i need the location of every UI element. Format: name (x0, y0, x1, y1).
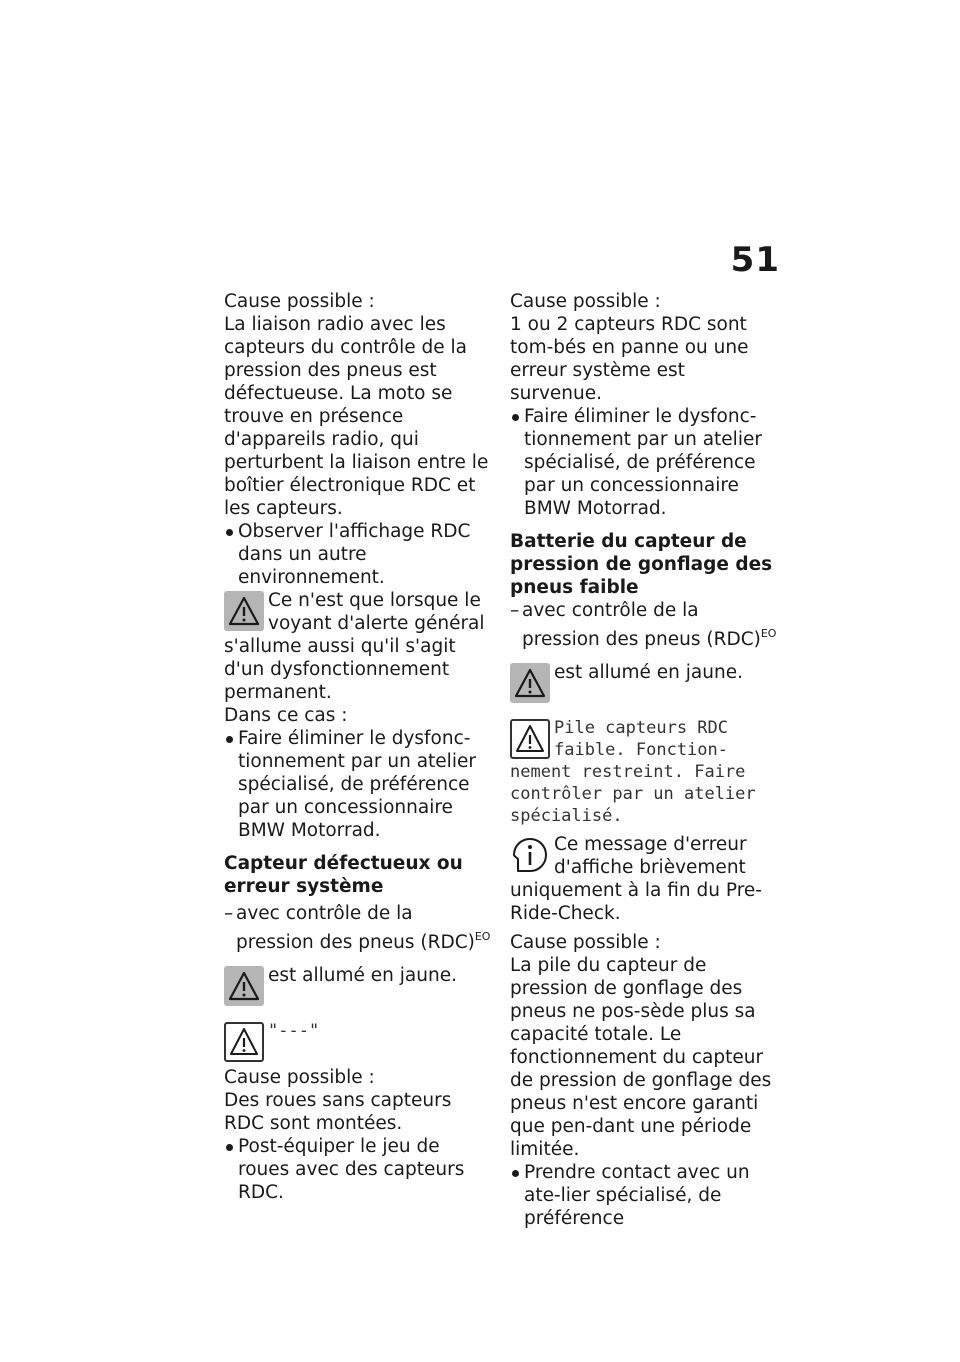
info-note (510, 833, 782, 925)
left-column (224, 290, 496, 1204)
warning-triangle-icon (224, 591, 264, 631)
cause-text: La pile du capteur de pression de gonflage des pneus ne pos-sède plus sa capacité totale. Le fonctionnement du capteur de pression de gonflage des pneus n'est encore garanti que pen-dant une période limitée. (510, 955, 772, 1160)
condition-text: avec contrôle de la pression des pneus (RDC) (236, 903, 475, 953)
bullet-item: Prendre contact avec un ate-lier spécialisé, de préférence (510, 1161, 782, 1230)
condition-item (224, 902, 496, 954)
condition-text: avec contrôle de la pression des pneus (RDC) (522, 600, 761, 650)
cause-text: 1 ou 2 capteurs RDC sont tom-bés en panne ou une erreur système est survenue. (510, 314, 749, 404)
section-heading: Capteur défectueux ou erreur système (224, 853, 463, 897)
right-column (510, 290, 782, 1230)
cause-label: Cause possible : (510, 932, 661, 953)
condition-superscript: EO (474, 930, 491, 943)
in-this-case-label: Dans ce cas : (224, 705, 348, 726)
info-text: Ce message d'erreur d'affiche brièvement uniquement à la fin du Pre-Ride-Check. (510, 834, 762, 924)
cause-label: Cause possible : (224, 1067, 375, 1088)
warning-lamp-icon (224, 966, 264, 1006)
cause-text: La liaison radio avec les capteurs du contrôle de la pression des pneus est défectueuse. La moto se trouve en présence d'appareils radio, qui perturbent la liaison entre le boîtier électronique RDC et les capteurs. (224, 314, 489, 519)
display-warning-icon (224, 1022, 264, 1062)
display-message-row (224, 1020, 496, 1066)
condition-superscript: EO (760, 627, 777, 640)
indicator-lamp-row (510, 661, 782, 707)
page-number: 51 (730, 240, 780, 280)
info-icon (510, 835, 550, 875)
display-message-row (510, 717, 782, 827)
lamp-status-text: est allumé en jaune. (554, 662, 743, 683)
bullet-item: Faire éliminer le dysfonc-tionnement par un atelier spécialisé, de préférence par un concessionnaire BMW Motorrad. (510, 405, 782, 520)
indicator-lamp-row (224, 964, 496, 1010)
bullet-item: Faire éliminer le dysfonc-tionnement par un atelier spécialisé, de préférence par un concessionnaire BMW Motorrad. (224, 727, 496, 842)
warning-text: Ce n'est que lorsque le voyant d'alerte général s'allume aussi qu'il s'agit d'un dysfonctionnement permanent. (224, 590, 485, 703)
warning-lamp-icon (510, 663, 550, 703)
display-message-text: Pile capteurs RDC faible. Fonction-nement restreint. Faire contrôler par un atelier spécialisé. (510, 718, 756, 826)
display-warning-icon (510, 719, 550, 759)
condition-item (510, 599, 782, 651)
section-heading: Batterie du capteur de pression de gonflage des pneus faible (510, 531, 773, 598)
cause-text: Des roues sans capteurs RDC sont montées. (224, 1090, 452, 1134)
lamp-status-text: est allumé en jaune. (268, 965, 457, 986)
cause-label: Cause possible : (224, 291, 375, 312)
cause-label: Cause possible : (510, 291, 661, 312)
warning-note (224, 589, 496, 704)
bullet-item: Observer l'affichage RDC dans un autre environnement. (224, 520, 496, 589)
bullet-item: Post-équiper le jeu de roues avec des capteurs RDC. (224, 1135, 496, 1204)
display-message-text: "---" (268, 1021, 320, 1041)
